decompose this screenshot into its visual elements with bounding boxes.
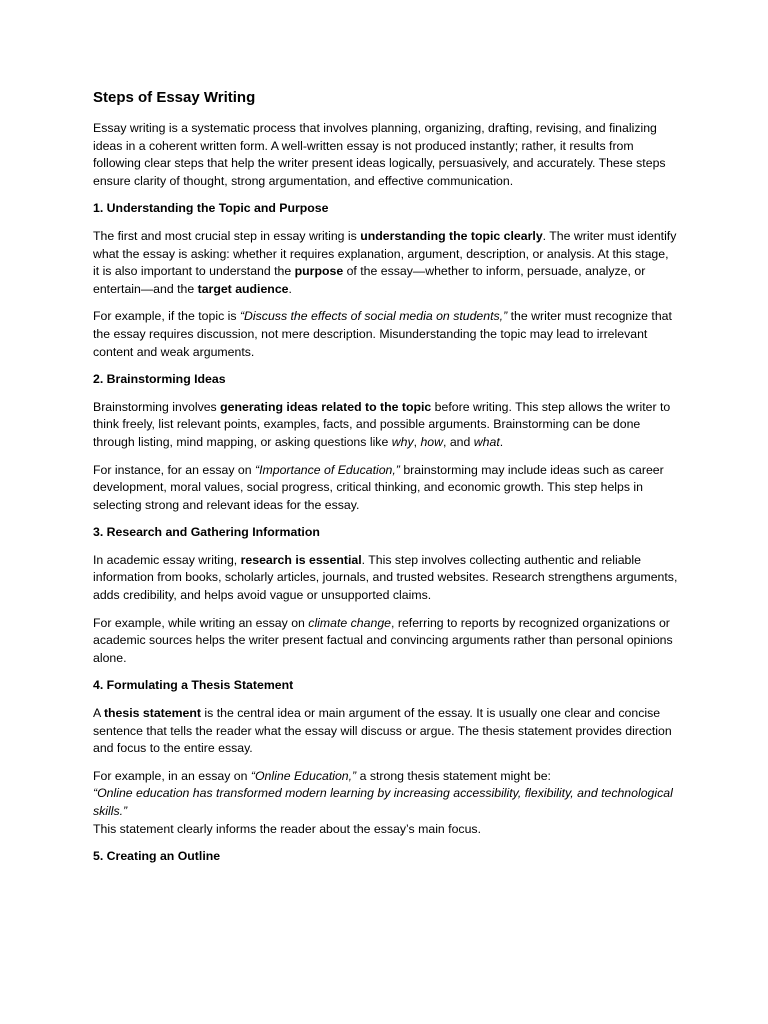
text-run: . The writer must identify what the essay is asking: whether it requires explanation, argument, description, or analysis. At this stage, it is also important to understand the (93, 228, 677, 279)
text-run: before writing. This step allows the writer to think freely, list relevant points, examples, facts, and possible arguments. Brainstorming can be done through listing, mind mapping, or asking questions like (93, 399, 671, 449)
text-run: For example, while writing an essay on (93, 615, 309, 630)
italic-text: what (473, 434, 500, 449)
text-run: the writer must recognize that the essay requires discussion, not mere description. Misunderstanding the topic may lead to irrelevant content and weak arguments. (93, 309, 672, 359)
italic-text: “Importance of Education,” (255, 462, 400, 477)
text-run: a strong thesis statement might be: (356, 768, 551, 783)
bold-text: understanding the topic clearly (360, 228, 543, 243)
bold-text: generating ideas related to the topic (220, 399, 432, 414)
section2-paragraph-2 (93, 462, 678, 515)
text-run: of the essay—whether to inform, persuade, analyze, or entertain—and the (93, 264, 646, 296)
section4-paragraph-2 (93, 768, 678, 838)
text-run: is the central idea or main argument of the essay. It is usually one clear and concise sentence that tells the reader what the essay will discuss or argue. The thesis statement provides direction and focus to the entire essay. (93, 706, 672, 756)
text-run: , referring to reports by recognized organizations or academic sources helps the writer present factual and convincing arguments rather than personal opinions alone. (93, 615, 673, 665)
section-heading-understanding-topic: 1. Understanding the Topic and Purpose (93, 201, 329, 216)
section3-paragraph-1 (93, 552, 678, 605)
section4-example-line (93, 768, 678, 786)
section-heading-outline: 5. Creating an Outline (93, 849, 221, 864)
text-run: In academic essay writing, (93, 552, 241, 567)
text-run: brainstorming may include ideas such as career development, moral values, social progress, critical thinking, and economic growth. This step helps in selecting strong and relevant ideas for the essay. (93, 462, 664, 512)
italic-text: “Online Education,” (250, 768, 357, 783)
text-run: . (499, 434, 504, 449)
section-heading-research: 3. Research and Gathering Information (93, 525, 320, 540)
section3-paragraph-2 (93, 615, 678, 668)
section4-closing-line: This statement clearly informs the reader about the essay’s main focus. (93, 821, 481, 836)
section-heading-brainstorming: 2. Brainstorming Ideas (93, 372, 226, 387)
section4-paragraph-1 (93, 705, 678, 758)
document-title: Steps of Essay Writing (93, 89, 256, 106)
intro-paragraph: Essay writing is a systematic process that involves planning, organizing, drafting, revising, and finalizing ideas in a coherent written form. A well-written essay is not produced instantly; rather, it results from following clear steps that help the writer present ideas logically, persuasively, and accurately. These steps ensure clarity of thought, strong argumentation, and effective communication. (93, 121, 666, 188)
text-run: , (413, 434, 421, 449)
italic-text: climate change (308, 615, 392, 630)
text-run: , and (443, 434, 474, 449)
text-run: For example, in an essay on (93, 768, 251, 783)
text-run: For instance, for an essay on (93, 462, 255, 477)
bold-text: research is essential (240, 552, 362, 567)
section-heading-thesis: 4. Formulating a Thesis Statement (93, 678, 294, 693)
text-run: The first and most crucial step in essay writing is (93, 228, 361, 243)
italic-text: how (420, 434, 443, 449)
section1-paragraph-1 (93, 228, 678, 298)
bold-text: purpose (294, 264, 344, 279)
text-run: Brainstorming involves (93, 399, 221, 414)
italic-text: “Discuss the effects of social media on students,” (239, 309, 508, 324)
section1-paragraph-2 (93, 308, 678, 361)
italic-text: why (391, 434, 414, 449)
document-page (93, 88, 678, 876)
text-run: . (288, 281, 292, 296)
text-run: A (93, 706, 104, 721)
thesis-example-quote: “Online education has transformed modern learning by increasing accessibility, flexibility, and technological skills.” (93, 786, 673, 818)
section2-paragraph-1 (93, 399, 678, 452)
text-run: . This step involves collecting authentic and reliable information from books, scholarly articles, journals, and trusted websites. Research strengthens arguments, adds credibility, and helps avoid vague or unsupported claims. (93, 552, 678, 603)
bold-text: thesis statement (103, 706, 201, 721)
text-run: For example, if the topic is (93, 309, 240, 324)
bold-text: target audience (197, 281, 289, 296)
